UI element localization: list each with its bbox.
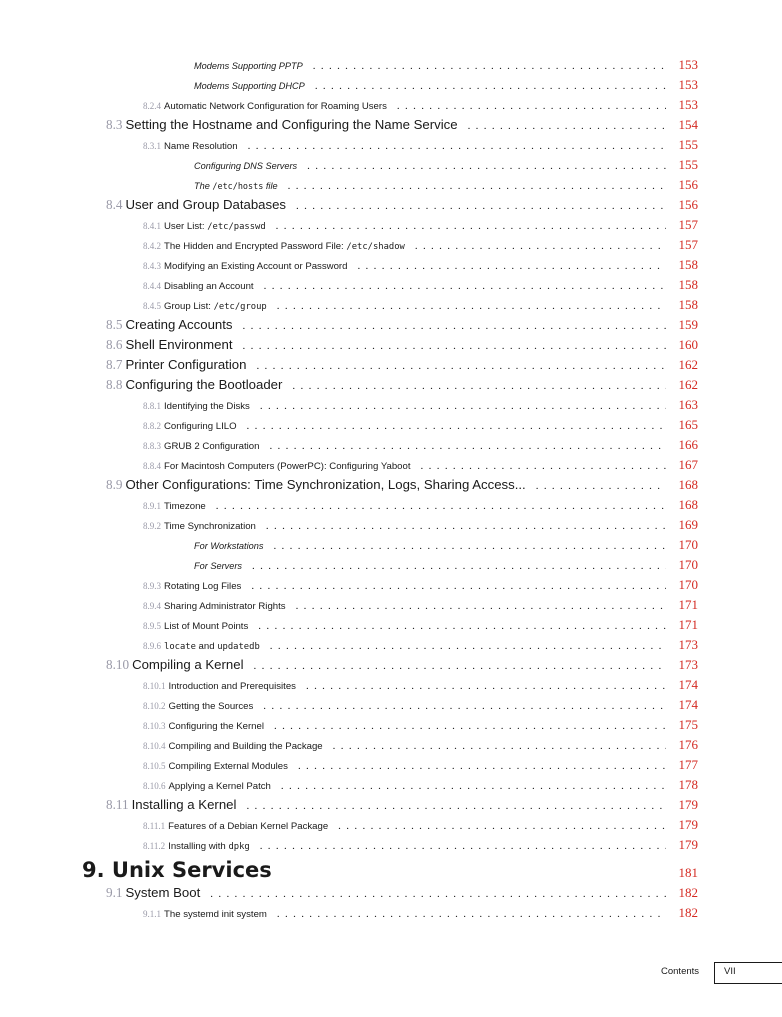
toc-entry-number: 8.10.1 — [143, 681, 166, 691]
toc-entry-number: 8.10.6 — [143, 781, 166, 791]
toc-entry[interactable] — [194, 77, 698, 93]
toc-entry-title: For Macintosh Computers (PowerPC): Configuring Yaboot — [164, 461, 411, 472]
toc-entry-number: 8.10 — [106, 657, 130, 672]
dot-leader — [216, 500, 666, 512]
toc-entry-page-number: 168 — [678, 497, 698, 512]
toc-entry-title: Introduction and Prerequisites — [168, 681, 296, 692]
toc-entry-number: 8.9.2 — [143, 521, 161, 531]
toc-entry-text: User List: — [164, 221, 208, 232]
toc-entry-number: 8.11.2 — [143, 841, 166, 851]
toc-entry-page-number: 174 — [678, 697, 698, 712]
toc-entry[interactable] — [143, 457, 698, 473]
dot-leader — [296, 600, 666, 612]
toc-entry-title: Rotating Log Files — [164, 581, 242, 592]
toc-entry-text: file — [263, 181, 278, 191]
toc-entry-page-number: 153 — [678, 77, 698, 92]
dot-leader — [252, 560, 666, 572]
toc-entry-number: 9.1.1 — [143, 909, 161, 919]
toc-entry[interactable] — [143, 737, 698, 753]
toc-entry[interactable] — [106, 337, 698, 353]
dot-leader — [292, 380, 666, 392]
toc-entry-text: The — [194, 181, 213, 191]
dot-leader — [307, 160, 666, 172]
toc-entry[interactable] — [143, 517, 698, 533]
toc-entry-text: The Hidden and Encrypted Password File: — [164, 241, 347, 252]
toc-entry-code: /etc/passwd — [207, 222, 266, 232]
toc-entry[interactable] — [106, 197, 698, 213]
toc-entry-page-number: 153 — [678, 97, 698, 112]
dot-leader — [288, 180, 666, 192]
toc-entry[interactable] — [106, 117, 698, 133]
dot-leader — [247, 420, 666, 432]
dot-leader — [415, 240, 666, 252]
dot-leader — [269, 440, 666, 452]
dot-leader — [243, 320, 666, 332]
toc-entry-title: Configuring LILO — [164, 421, 237, 432]
dot-leader — [315, 80, 666, 92]
toc-entry-title: Features of a Debian Kernel Package — [168, 821, 329, 832]
dot-leader — [243, 340, 666, 352]
dot-leader — [277, 908, 666, 920]
toc-entry-page-number: 166 — [678, 437, 698, 452]
footer-rule — [714, 962, 715, 984]
toc-entry-title: Compiling and Building the Package — [168, 741, 323, 752]
toc-entry-title: For Servers — [194, 561, 242, 571]
toc-entry-page-number: 159 — [678, 317, 698, 332]
toc-entry[interactable] — [143, 697, 698, 713]
toc-entry-title: Creating Accounts — [125, 317, 233, 332]
toc-entry-number: 8.10.3 — [143, 721, 166, 731]
chapter-heading[interactable] — [82, 858, 698, 882]
toc-entry-number: 8.6 — [106, 337, 123, 352]
toc-entry-page-number: 170 — [678, 537, 698, 552]
toc-entry-title: Modifying an Existing Account or Password — [164, 261, 348, 272]
toc-entry-number: 8.10.5 — [143, 761, 166, 771]
dot-leader — [298, 760, 666, 772]
toc-entry-page-number: 158 — [678, 297, 698, 312]
toc-entry-page-number: 175 — [678, 717, 698, 732]
toc-entry-number: 8.4 — [106, 197, 123, 212]
toc-entry[interactable] — [106, 477, 698, 493]
toc-entry[interactable] — [143, 217, 698, 233]
toc-entry-text: Group List: — [164, 301, 214, 312]
toc-entry[interactable] — [143, 97, 698, 113]
toc-entry-number: 8.2.4 — [143, 101, 161, 111]
toc-entry[interactable] — [194, 157, 698, 173]
toc-entry-title: System Boot — [125, 885, 201, 900]
footer-section-label: Contents — [661, 966, 700, 977]
toc-entry[interactable] — [143, 497, 698, 513]
dot-leader — [260, 840, 666, 852]
toc-entry-page-number: 157 — [678, 237, 698, 252]
toc-entry-title: Modems Supporting DHCP — [194, 81, 305, 91]
toc-entry[interactable] — [143, 257, 698, 273]
toc-entry[interactable] — [143, 437, 698, 453]
toc-entry[interactable] — [143, 137, 698, 153]
toc-entry-code: updatedb — [217, 642, 260, 652]
toc-entry-title: Name Resolution — [164, 141, 238, 152]
toc-entry-code: /etc/hosts — [212, 181, 264, 191]
toc-entry[interactable] — [106, 797, 698, 813]
toc-entry[interactable] — [143, 637, 698, 653]
toc-entry-page-number: 153 — [678, 57, 698, 72]
dot-leader — [264, 280, 666, 292]
toc-entry-number: 8.8.4 — [143, 461, 161, 471]
toc-entry-title: Sharing Administrator Rights — [164, 601, 286, 612]
dot-leader — [281, 780, 666, 792]
toc-entry[interactable] — [143, 717, 698, 733]
toc-entry[interactable] — [143, 905, 698, 921]
toc-entry-page-number: 165 — [678, 417, 698, 432]
dot-leader — [468, 120, 666, 132]
toc-entry-title: Configuring the Kernel — [168, 721, 264, 732]
toc-entry-number: 8.5 — [106, 317, 123, 332]
chapter-title: 9. Unix Services — [82, 858, 272, 882]
dot-leader — [258, 620, 666, 632]
toc-entry[interactable] — [143, 597, 698, 613]
dot-leader — [246, 800, 666, 812]
toc-entry[interactable] — [143, 277, 698, 293]
dot-leader — [333, 740, 666, 752]
toc-entry[interactable] — [143, 617, 698, 633]
dot-leader — [248, 140, 666, 152]
toc-entry-page-number: 176 — [678, 737, 698, 752]
toc-entry-title: Automatic Network Configuration for Roaming Users — [164, 101, 387, 112]
toc-entry-title: Compiling a Kernel — [132, 657, 244, 672]
toc-entry-page-number: 182 — [678, 885, 698, 900]
toc-entry-page-number: 178 — [678, 777, 698, 792]
toc-entry-title — [168, 841, 250, 852]
toc-entry-number: 8.8.1 — [143, 401, 161, 411]
toc-entry[interactable] — [106, 357, 698, 373]
dot-leader — [263, 700, 666, 712]
toc-entry-title: List of Mount Points — [164, 621, 249, 632]
dot-leader — [306, 680, 666, 692]
toc-entry-page-number: 158 — [678, 277, 698, 292]
toc-entry-number: 8.8 — [106, 377, 123, 392]
toc-entry[interactable] — [143, 417, 698, 433]
toc-entry-title — [164, 241, 405, 252]
toc-entry-page-number: 163 — [678, 397, 698, 412]
toc-entry-page-number: 167 — [678, 457, 698, 472]
footer-rule-bottom — [714, 983, 782, 984]
toc-entry-title: Setting the Hostname and Configuring the Name Service — [125, 117, 458, 132]
dot-leader — [256, 360, 666, 372]
toc-entry-page-number: 160 — [678, 337, 698, 352]
toc-entry-title: Other Configurations: Time Synchronization, Logs, Sharing Access... — [125, 477, 526, 492]
toc-entry-title — [164, 221, 266, 232]
toc-entry-number: 8.4.1 — [143, 221, 161, 231]
toc-entry[interactable] — [143, 757, 698, 773]
dot-leader — [276, 220, 666, 232]
toc-entry-page-number: 182 — [678, 905, 698, 920]
toc-entry[interactable] — [143, 397, 698, 413]
toc-entry-number: 8.4.5 — [143, 301, 161, 311]
toc-entry-number: 8.9 — [106, 477, 123, 492]
toc-entry[interactable] — [106, 657, 698, 673]
dot-leader — [313, 60, 666, 72]
toc-entry-number: 8.10.2 — [143, 701, 166, 711]
dot-leader — [338, 820, 666, 832]
chapter-page-number: 181 — [678, 865, 698, 880]
toc-entry-page-number: 156 — [678, 177, 698, 192]
toc-entry-page-number: 179 — [678, 797, 698, 812]
toc-entry-title: Installing a Kernel — [131, 797, 237, 812]
toc-entry-code: dpkg — [228, 842, 250, 852]
toc-entry-page-number: 158 — [678, 257, 698, 272]
dot-leader — [421, 460, 666, 472]
toc-entry[interactable] — [143, 817, 698, 833]
toc-entry-page-number: 170 — [678, 577, 698, 592]
toc-entry[interactable] — [194, 557, 698, 573]
toc-entry-code: locate — [164, 642, 196, 652]
toc-entry[interactable] — [194, 177, 698, 193]
toc-entry-number: 8.9.5 — [143, 621, 161, 631]
dot-leader — [296, 200, 666, 212]
dot-leader — [266, 520, 666, 532]
toc-entry[interactable] — [143, 297, 698, 313]
toc-entry[interactable] — [143, 677, 698, 693]
dot-leader — [273, 540, 666, 552]
toc-entry-title: Disabling an Account — [164, 281, 254, 292]
toc-entry-title — [194, 181, 278, 191]
toc-entry-code: /etc/group — [213, 302, 267, 312]
toc-entry-page-number: 154 — [678, 117, 698, 132]
toc-entry-page-number: 162 — [678, 377, 698, 392]
dot-leader — [270, 640, 666, 652]
toc-entry-title — [164, 641, 260, 652]
toc-entry-title: Identifying the Disks — [164, 401, 250, 412]
dot-leader — [536, 480, 666, 492]
toc-entry-title: Applying a Kernel Patch — [168, 781, 271, 792]
toc-entry-page-number: 156 — [678, 197, 698, 212]
toc-entry-page-number: 171 — [678, 597, 698, 612]
toc-entry-number: 8.9.1 — [143, 501, 161, 511]
dot-leader — [251, 580, 666, 592]
toc-entry[interactable] — [143, 237, 698, 253]
toc-entry-number: 8.9.3 — [143, 581, 161, 591]
toc-entry-number: 9.1 — [106, 885, 123, 900]
toc-entry-number: 8.4.4 — [143, 281, 161, 291]
toc-entry-title: Timezone — [164, 501, 206, 512]
toc-entry-number: 8.10.4 — [143, 741, 166, 751]
toc-entry-page-number: 177 — [678, 757, 698, 772]
toc-entry-page-number: 179 — [678, 817, 698, 832]
toc-entry-title — [164, 301, 267, 312]
toc-entry-page-number: 157 — [678, 217, 698, 232]
toc-entry-page-number: 173 — [678, 637, 698, 652]
toc-entry-number: 8.11 — [106, 797, 129, 812]
dot-leader — [274, 720, 666, 732]
toc-entry-page-number: 169 — [678, 517, 698, 532]
toc-entry-text: Installing with — [168, 841, 229, 852]
toc-entry[interactable] — [194, 537, 698, 553]
toc-entry[interactable] — [143, 577, 698, 593]
toc-entry-number: 8.4.3 — [143, 261, 161, 271]
toc-entry-page-number: 174 — [678, 677, 698, 692]
toc-entry-title: User and Group Databases — [125, 197, 287, 212]
toc-entry-number: 8.11.1 — [143, 821, 166, 831]
toc-entry-page-number: 155 — [678, 157, 698, 172]
toc-entry[interactable] — [194, 57, 698, 73]
toc-entry-page-number: 168 — [678, 477, 698, 492]
toc-entry-page-number: 170 — [678, 557, 698, 572]
dot-leader — [210, 888, 666, 900]
dot-leader — [254, 660, 667, 672]
toc-entry[interactable] — [106, 377, 698, 393]
toc-entry-number: 8.4.2 — [143, 241, 161, 251]
footer-rule-top — [714, 962, 782, 963]
toc-entry-title: Configuring DNS Servers — [194, 161, 298, 171]
dot-leader — [277, 300, 666, 312]
toc-entry-number: 8.3.1 — [143, 141, 161, 151]
dot-leader — [260, 400, 666, 412]
dot-leader — [397, 100, 666, 112]
footer-page-number: VII — [724, 966, 736, 977]
toc-entry-number: 8.8.3 — [143, 441, 161, 451]
toc-entry-title: The systemd init system — [164, 909, 267, 920]
toc-entry-code: /etc/shadow — [346, 242, 405, 252]
toc-entry-number: 8.9.4 — [143, 601, 161, 611]
toc-entry-page-number: 179 — [678, 837, 698, 852]
toc-entry-text: and — [195, 641, 218, 652]
toc-entry-number: 8.8.2 — [143, 421, 161, 431]
toc-entry[interactable] — [143, 777, 698, 793]
toc-entry-number: 8.3 — [106, 117, 123, 132]
toc-entry-title: Getting the Sources — [168, 701, 254, 712]
dot-leader — [357, 260, 666, 272]
toc-entry-page-number: 162 — [678, 357, 698, 372]
toc-entry-title: Shell Environment — [125, 337, 233, 352]
toc-entry-title: Configuring the Bootloader — [125, 377, 283, 392]
toc-entry[interactable] — [106, 885, 698, 901]
toc-entry-title: Time Synchronization — [164, 521, 256, 532]
toc-entry-page-number: 171 — [678, 617, 698, 632]
toc-entry[interactable] — [106, 317, 698, 333]
toc-entry-title: Compiling External Modules — [168, 761, 288, 772]
toc-entry-number: 8.7 — [106, 357, 123, 372]
toc-entry-title: Modems Supporting PPTP — [194, 61, 303, 71]
toc-entry-title: GRUB 2 Configuration — [164, 441, 260, 452]
toc-entry-page-number: 173 — [678, 657, 698, 672]
toc-entry-number: 8.9.6 — [143, 641, 161, 651]
toc-entry[interactable] — [143, 837, 698, 853]
toc-entry-page-number: 155 — [678, 137, 698, 152]
toc-entry-title: Printer Configuration — [125, 357, 247, 372]
toc-entry-title: For Workstations — [194, 541, 264, 551]
